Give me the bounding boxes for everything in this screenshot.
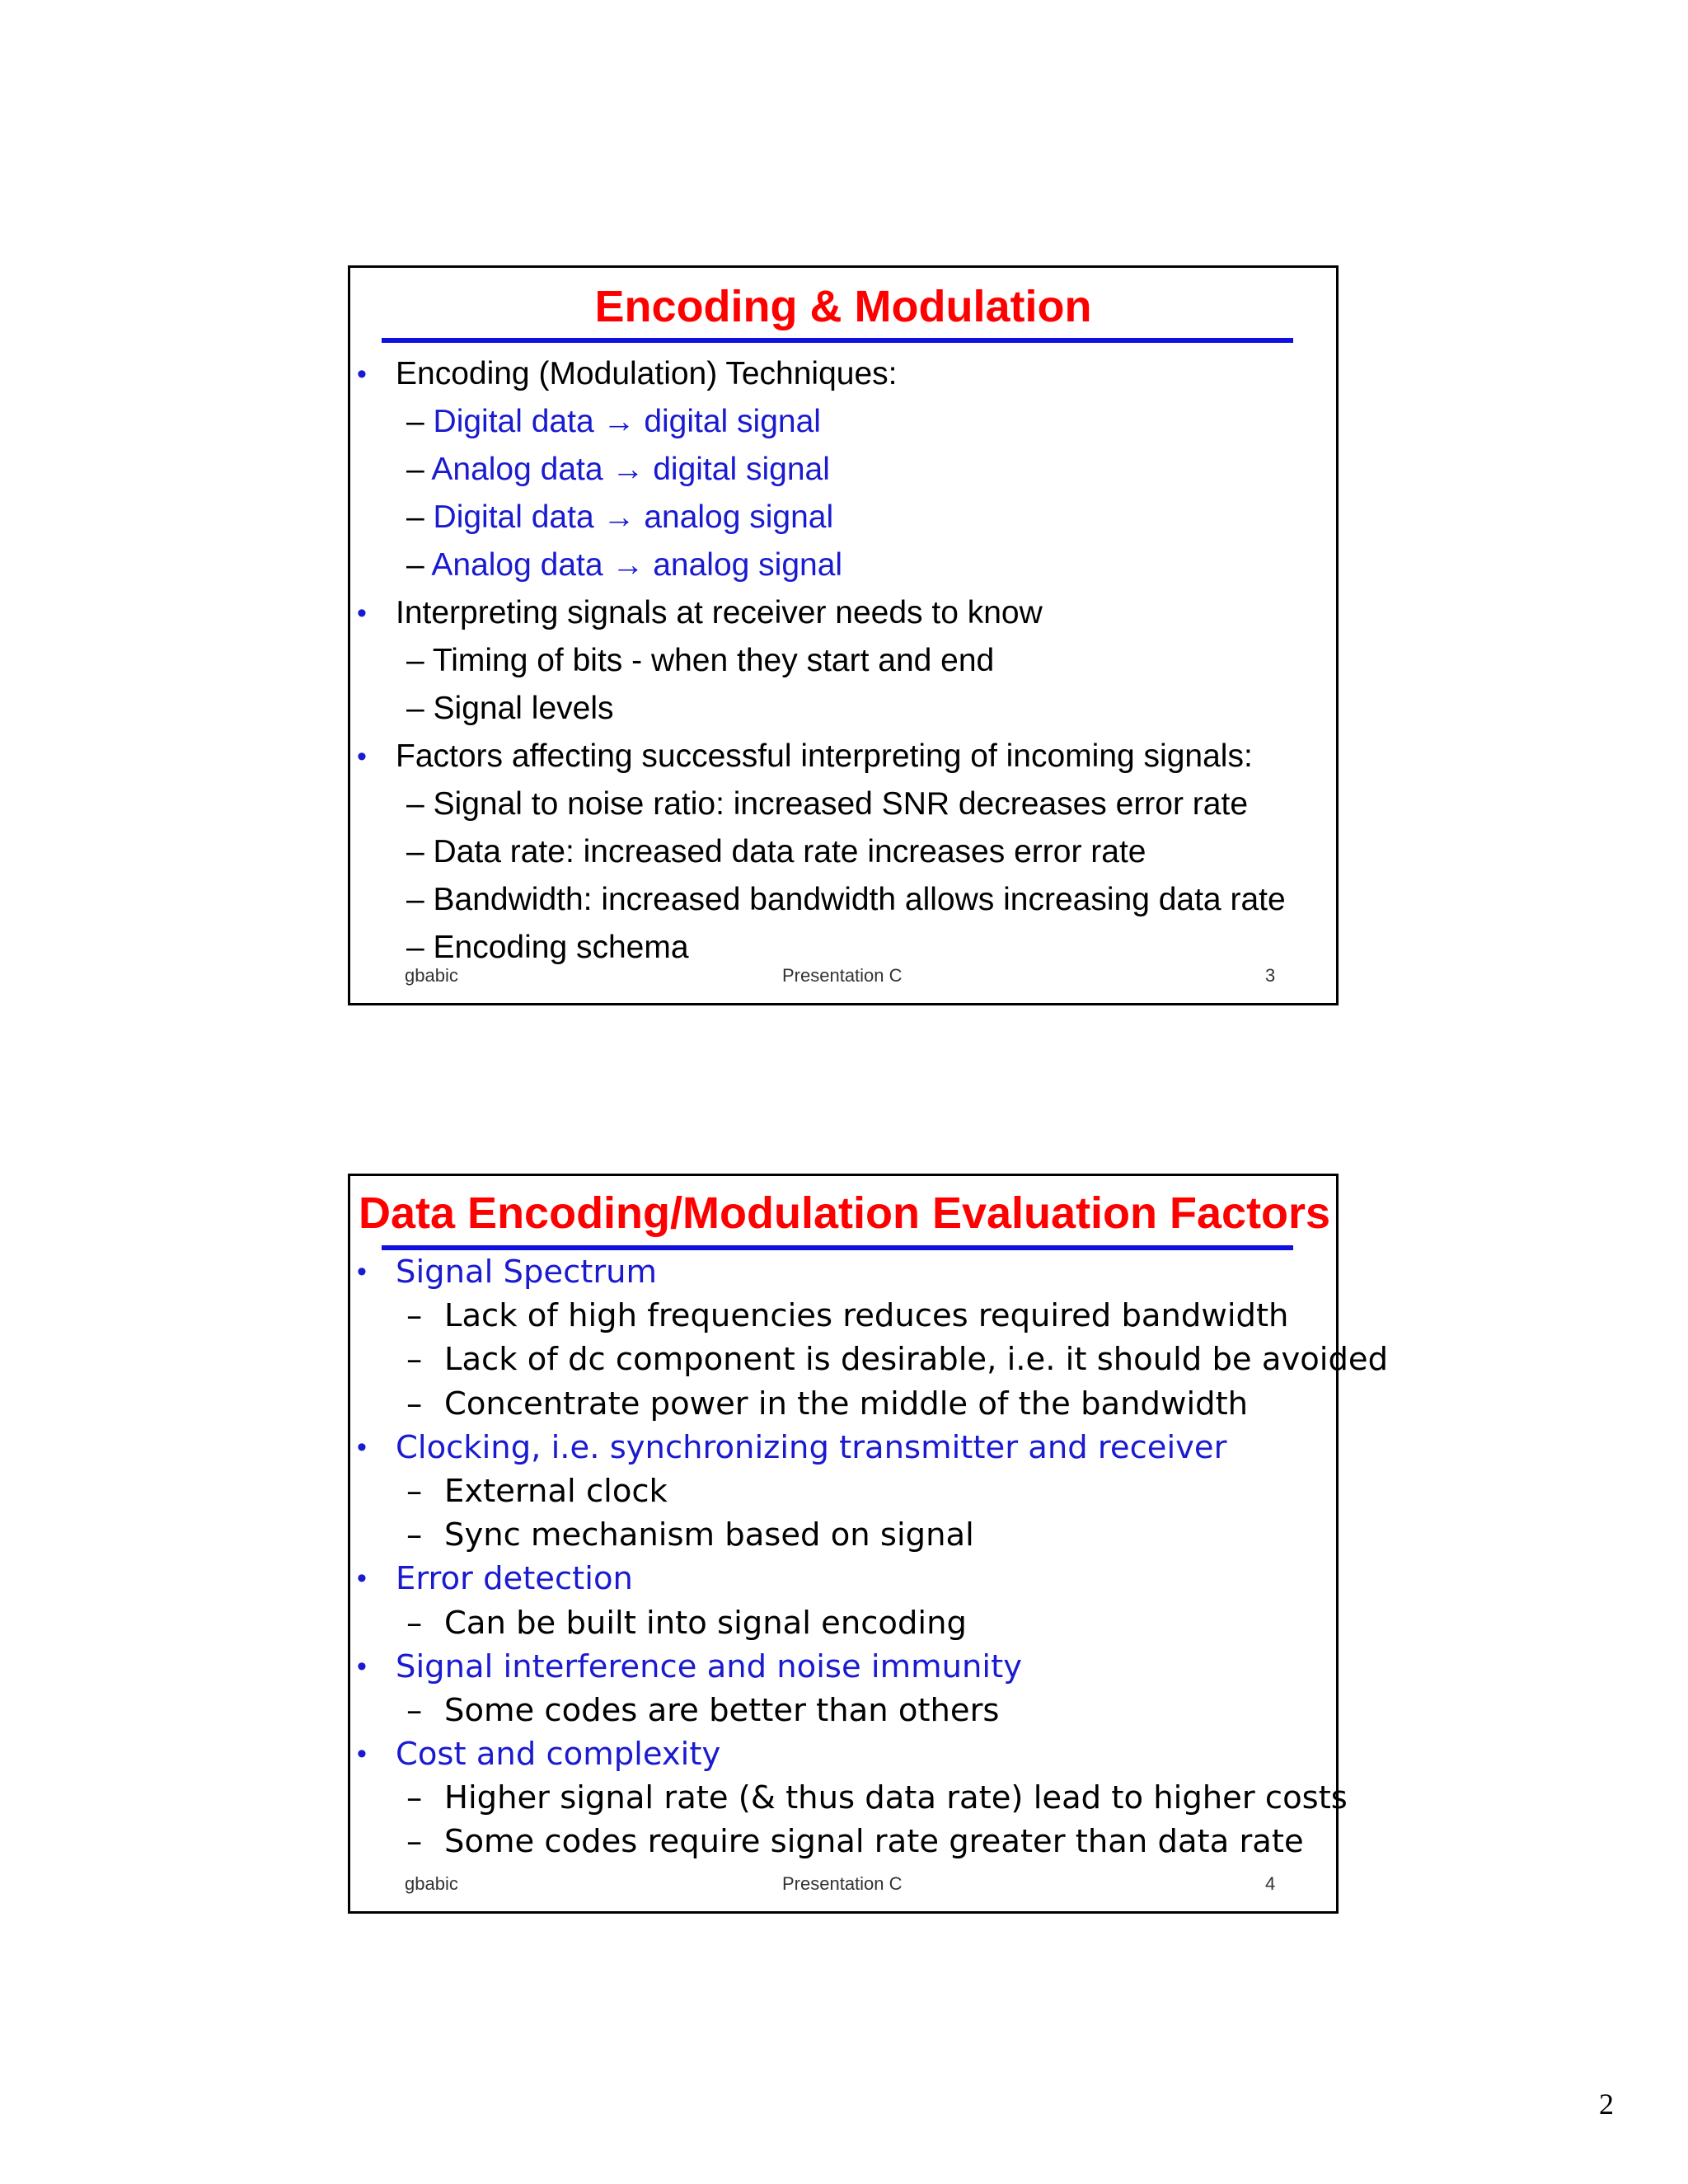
bullet-dot-icon: •	[357, 598, 367, 629]
title-underline	[382, 338, 1293, 343]
slide-4	[348, 1174, 1389, 1914]
sub-bullet-item	[350, 780, 1336, 828]
footer-presentation: Presentation C	[782, 965, 903, 986]
bullet-text: Signal interference and noise immunity	[396, 1647, 1022, 1685]
sub-bullet-text: Sync mechanism based on signal	[444, 1516, 974, 1554]
bullet-item	[350, 350, 1336, 398]
dash-marker: –	[406, 452, 432, 487]
footer-slide-number: 3	[1265, 965, 1276, 986]
sub-bullet-item	[350, 1601, 1336, 1645]
sub-bullet-text: Analog data → analog signal	[431, 547, 843, 583]
dash-marker: –	[406, 1604, 423, 1642]
bullet-dot-icon: •	[357, 359, 367, 390]
bullet-list	[350, 350, 1336, 972]
dash-marker: –	[406, 547, 432, 583]
sub-bullet-item	[350, 541, 1336, 589]
bullet-list	[350, 1250, 1389, 1864]
sub-bullet-text: Digital data → digital signal	[433, 404, 821, 439]
slide-3	[348, 265, 1339, 1005]
sub-bullet-item	[350, 1382, 1336, 1426]
bullet-item	[350, 1732, 1336, 1776]
sub-bullet-text: Analog data → digital signal	[431, 452, 830, 487]
dash-marker: –	[406, 1472, 423, 1510]
bullet-dot-icon: •	[357, 1431, 367, 1463]
dash-marker: –	[406, 1691, 423, 1729]
sub-bullet-item	[350, 1338, 1389, 1381]
dash-marker: –	[406, 786, 434, 822]
sub-bullet-item	[350, 1513, 1336, 1557]
dash-marker: –	[406, 1297, 423, 1335]
sub-bullet-text: Encoding schema	[433, 930, 689, 965]
dash-marker: –	[406, 1516, 423, 1554]
sub-bullet-item	[350, 685, 1336, 733]
slide-title: Encoding & Modulation	[594, 282, 1092, 331]
footer-slide-number: 4	[1265, 1873, 1276, 1894]
bullet-dot-icon: •	[357, 1650, 367, 1682]
sub-bullet-item	[350, 828, 1336, 876]
sub-bullet-item	[350, 398, 1336, 446]
sub-bullet-item	[350, 1469, 1336, 1513]
bullet-text: Error detection	[396, 1560, 633, 1598]
sub-bullet-item	[350, 1776, 1348, 1820]
bullet-item	[350, 1250, 1336, 1294]
dash-marker: –	[406, 1779, 423, 1817]
sub-bullet-item	[350, 1820, 1336, 1863]
dash-marker: –	[406, 404, 434, 439]
bullet-dot-icon: •	[357, 741, 367, 772]
footer-author: gbabic	[405, 965, 458, 986]
bullet-item	[350, 589, 1336, 637]
bullet-item	[350, 1645, 1336, 1689]
bullet-text: Cost and complexity	[396, 1736, 721, 1774]
sub-bullet-item	[350, 1689, 1336, 1732]
dash-marker: –	[406, 1341, 423, 1379]
dash-marker: –	[406, 1385, 423, 1422]
sub-bullet-item	[350, 494, 1336, 541]
dash-marker: –	[406, 499, 434, 535]
bullet-item	[350, 1557, 1336, 1601]
sub-bullet-item	[350, 637, 1336, 685]
sub-bullet-item	[350, 876, 1336, 924]
sub-bullet-text: Lack of dc component is desirable, i.e. it should be avoided	[444, 1341, 1389, 1379]
sub-bullet-text: Higher signal rate (& thus data rate) lead to higher costs	[444, 1779, 1348, 1817]
bullet-item	[350, 733, 1336, 780]
sub-bullet-text: Signal levels	[433, 691, 614, 726]
bullet-text: Interpreting signals at receiver needs to know	[396, 595, 1043, 630]
sub-bullet-item	[350, 1294, 1336, 1338]
slide-title: Data Encoding/Modulation Evaluation Factors	[359, 1188, 1331, 1238]
bullet-dot-icon: •	[357, 1563, 367, 1595]
bullet-dot-icon: •	[357, 1738, 367, 1770]
sub-bullet-text: Can be built into signal encoding	[444, 1604, 967, 1642]
sub-bullet-text: External clock	[444, 1472, 668, 1510]
sub-bullet-text: Data rate: increased data rate increases error rate	[433, 834, 1146, 869]
bullet-text: Encoding (Modulation) Techniques:	[396, 356, 898, 391]
sub-bullet-item	[350, 446, 1336, 494]
sub-bullet-text: Signal to noise ratio: increased SNR decreases error rate	[433, 786, 1249, 822]
sub-bullet-text: Concentrate power in the middle of the bandwidth	[444, 1385, 1249, 1422]
footer-author: gbabic	[405, 1873, 458, 1894]
sub-bullet-text: Timing of bits - when they start and end	[432, 643, 995, 678]
footer-presentation: Presentation C	[782, 1873, 903, 1894]
bullet-text: Signal Spectrum	[396, 1254, 658, 1291]
dash-marker: –	[406, 834, 434, 869]
sub-bullet-text: Lack of high frequencies reduces required bandwidth	[444, 1297, 1289, 1335]
sub-bullet-text: Digital data → analog signal	[433, 499, 834, 535]
dash-marker: –	[406, 1823, 423, 1861]
dash-marker: –	[406, 643, 433, 678]
bullet-text: Clocking, i.e. synchronizing transmitter and receiver	[396, 1428, 1227, 1466]
bullet-text: Factors affecting successful interpreting of incoming signals:	[396, 738, 1253, 774]
bullet-dot-icon: •	[357, 1256, 367, 1287]
dash-marker: –	[406, 882, 434, 917]
sub-bullet-text: Some codes are better than others	[444, 1691, 1000, 1729]
page-number: 2	[1599, 2088, 1614, 2121]
dash-marker: –	[406, 691, 434, 726]
dash-marker: –	[406, 930, 434, 965]
sub-bullet-text: Some codes require signal rate greater than data rate	[444, 1823, 1304, 1861]
sub-bullet-text: Bandwidth: increased bandwidth allows increasing data rate	[433, 882, 1286, 917]
bullet-item	[350, 1426, 1336, 1469]
